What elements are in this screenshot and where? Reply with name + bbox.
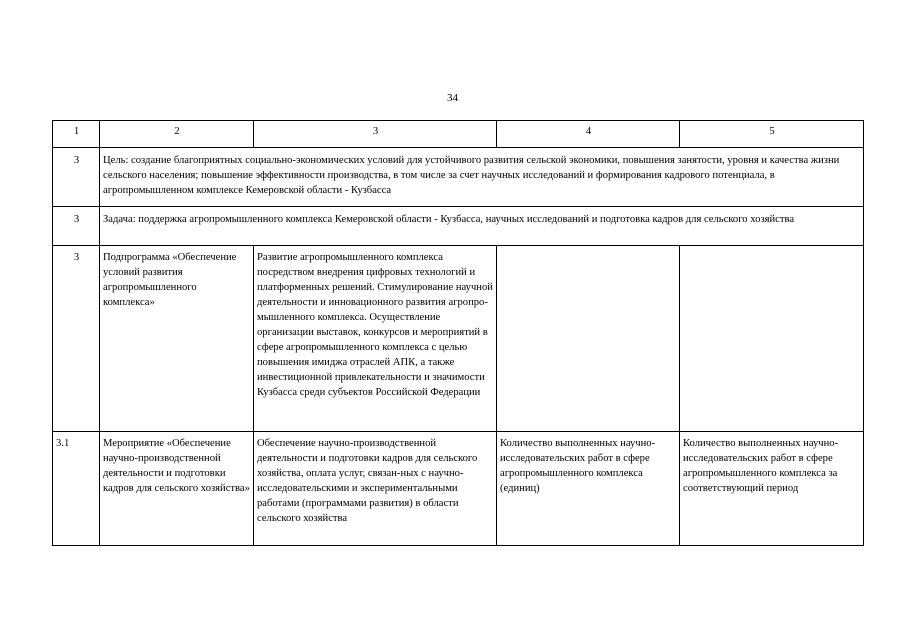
program-table (52, 120, 864, 546)
table-header-row (53, 121, 864, 148)
page-number: 34 (447, 92, 458, 104)
subprogram-row (53, 246, 864, 432)
subprogram-row-number: 3 (53, 246, 100, 432)
activity-name: Мероприятие «Обеспечение научно-производственной деятельности и подготовки кадров для сельского хозяйства» (100, 432, 254, 546)
subprogram-description: Развитие агропромышленного комплекса посредством внедрения цифровых технологий и платформенных решений. Стимулирование научной деятельности и инновационного развития агропро-мышленного комплекса. Осуществление организации выставок, конкурсов и мероприятий в сфере агропромышленного комплекса с целью повышения имиджа отраслей АПК, а также инвестиционной привлекательности и значимости Кузбасса среди субъектов Российской Федерации (254, 246, 497, 432)
column-header-4: 4 (497, 121, 680, 148)
goal-row-number: 3 (53, 148, 100, 207)
activity-row-number: 3.1 (53, 432, 100, 546)
column-header-2: 2 (100, 121, 254, 148)
activity-method: Количество выполненных научно-исследовательских работ в сфере агропромышленного комплекса за соответствующий период (680, 432, 864, 546)
task-text: Задача: поддержка агропромышленного комплекса Кемеровской области - Кузбасса, научных исследований и подготовка кадров для сельского хозяйства (100, 207, 864, 246)
activity-description: Обеспечение научно-производственной деятельности и подготовки кадров для сельского хозяйства, оплата услуг, связан-ных с научно-исследовательскими и экспериментальными работами (программами развития) в области сельского хозяйства (254, 432, 497, 546)
task-row (53, 207, 864, 246)
column-header-1: 1 (53, 121, 100, 148)
subprogram-name: Подпрограмма «Обеспечение условий развития агропромышленного комплекса» (100, 246, 254, 432)
column-header-5: 5 (680, 121, 864, 148)
subprogram-col5 (680, 246, 864, 432)
goal-row (53, 148, 864, 207)
activity-row (53, 432, 864, 546)
column-header-3: 3 (254, 121, 497, 148)
activity-indicator: Количество выполненных научно-исследовательских работ в сфере агропромышленного комплекса (единиц) (497, 432, 680, 546)
goal-text: Цель: создание благоприятных социально-экономических условий для устойчивого развития сельской экономики, повышения занятости, уровня и качества жизни сельского населения; повышение эффективности производства, в том числе за счет научных исследований и формирования кадрового потенциала, в агропромышленном комплексе Кемеровской области - Кузбасса (100, 148, 864, 207)
subprogram-col4 (497, 246, 680, 432)
task-row-number: 3 (53, 207, 100, 246)
